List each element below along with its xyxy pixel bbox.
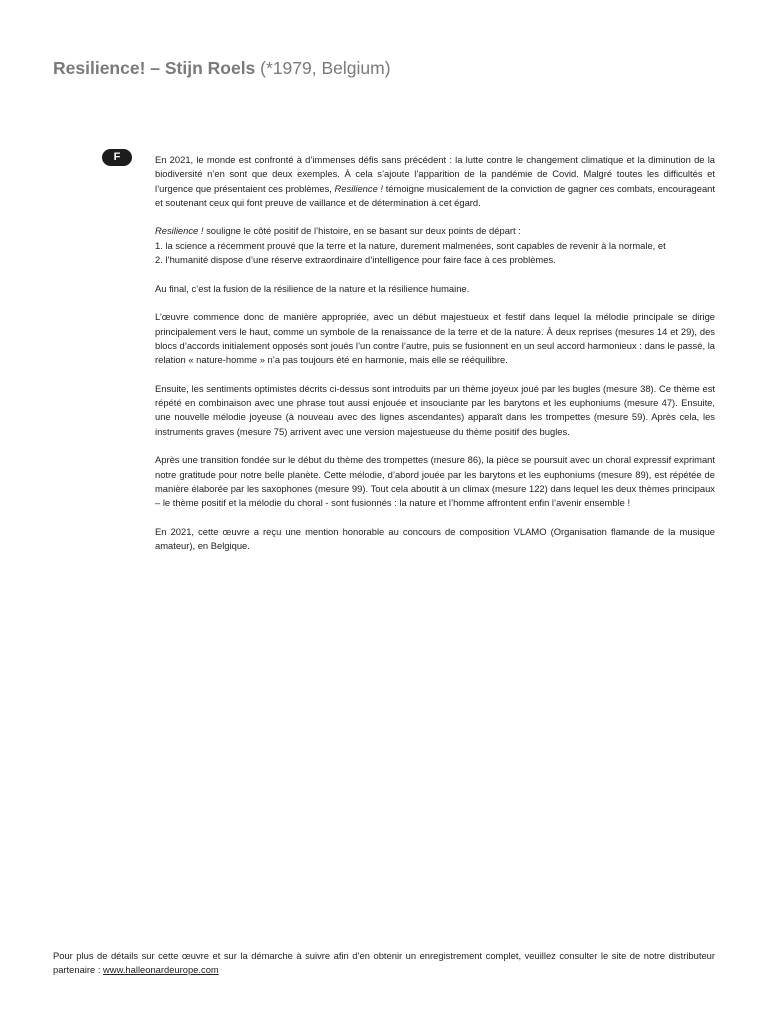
paragraph-starting-points xyxy=(155,224,715,267)
starting-points-intro: souligne le côté positif de l’histoire, en se basant sur deux points de départ : xyxy=(203,225,521,237)
paragraph-intro-text-a: En 2021, le monde est confronté à d’immenses défis sans précédent : la lutte contre le changement climatique et la diminution de la biodiversité n’en sont que deux exemples. À cela s’ajoute l’apparition de la pandémie de Covid. Malgré toutes les difficultés et l’urgence que présentaient ces problèmes, xyxy=(155,154,715,194)
work-title-italic: Resilience ! xyxy=(155,225,204,237)
language-badge: F xyxy=(102,149,132,166)
paragraph-opening: L’œuvre commence donc de manière appropriée, avec un début majestueux et festif dans lequel la mélodie principale se dirige principalement vers le haut, comme un symbole de la renaissance de la terre et de la nature. À deux reprises (mesures 14 et 29), des blocs d’accords initialement opposés sont joués l’un contre l’autre, puis se fusionnent en un seul accord harmonieux : dans le passé, la relation « nature-homme » n’a pas toujours été en harmonie, mais elle se rééquilibre. xyxy=(155,311,715,366)
paragraph-chorale: Après une transition fondée sur le début du thème des trompettes (mesure 86), la pièce se poursuit avec un choral expressif exprimant notre gratitude pour notre belle planète. Cette mélodie, d’abord jouée par les barytons et les euphoniums (mesure 89), est répétée de manière élaborée par les saxophones (mesure 99). Tout cela aboutit à un climax (mesure 122) dans lequel les deux thèmes principaux – le thème positif et la mélodie du choral - sont fusionnés : la nature et l’homme affrontent enfin l’avenir ensemble ! xyxy=(155,454,715,509)
footer-note xyxy=(53,949,715,978)
footer-text: Pour plus de détails sur cette œuvre et sur la démarche à suivre afin d’en obtenir un enregistrement complet, veuillez consulter le site de notre distributeur partenaire : xyxy=(53,950,715,976)
list-item: 2. l’humanité dispose d’une réserve extraordinaire d’intelligence pour faire face à ces problèmes. xyxy=(155,254,556,266)
title-composer-info: (*1979, Belgium) xyxy=(260,58,391,78)
paragraph-intro xyxy=(155,153,715,210)
paragraph-themes: Ensuite, les sentiments optimistes décrits ci-dessus sont introduits par un thème joyeux joué par les bugles (mesure 38). Ce thème est répété en combinaison avec une phrase tout aussi enjouée et insouciante par les barytons et les euphoniums (mesure 47). Ensuite, une nouvelle mélodie joyeuse (à nouveau avec des lignes ascendantes) apparaît dans les trompettes (mesure 59). Après cela, les instruments graves (mesure 75) arrivent avec une version majestueuse du thème positif des bugles. xyxy=(155,382,715,437)
work-title-italic: Resilience ! xyxy=(334,182,384,194)
page-title xyxy=(53,58,391,79)
paragraph-intro-text-b: témoigne musicalement de la conviction de gagner ces combats, encourageant et soutenant ceux qui font preuve de vaillance et de détermination à cet égard. xyxy=(155,182,715,208)
distributor-link[interactable]: www.halleonardeurope.com xyxy=(103,964,219,976)
paragraph-fusion: Au final, c’est la fusion de la résilience de la nature et la résilience humaine. xyxy=(155,282,470,294)
title-main: Resilience! – Stijn Roels xyxy=(53,58,256,78)
description-body xyxy=(155,153,715,568)
paragraph-award: En 2021, cette œuvre a reçu une mention honorable au concours de composition VLAMO (Organisation flamande de la musique amateur), en Belgique. xyxy=(155,525,715,552)
list-item: 1. la science a récemment prouvé que la terre et la nature, durement malmenées, sont capables de revenir à la normale, et xyxy=(155,239,666,251)
